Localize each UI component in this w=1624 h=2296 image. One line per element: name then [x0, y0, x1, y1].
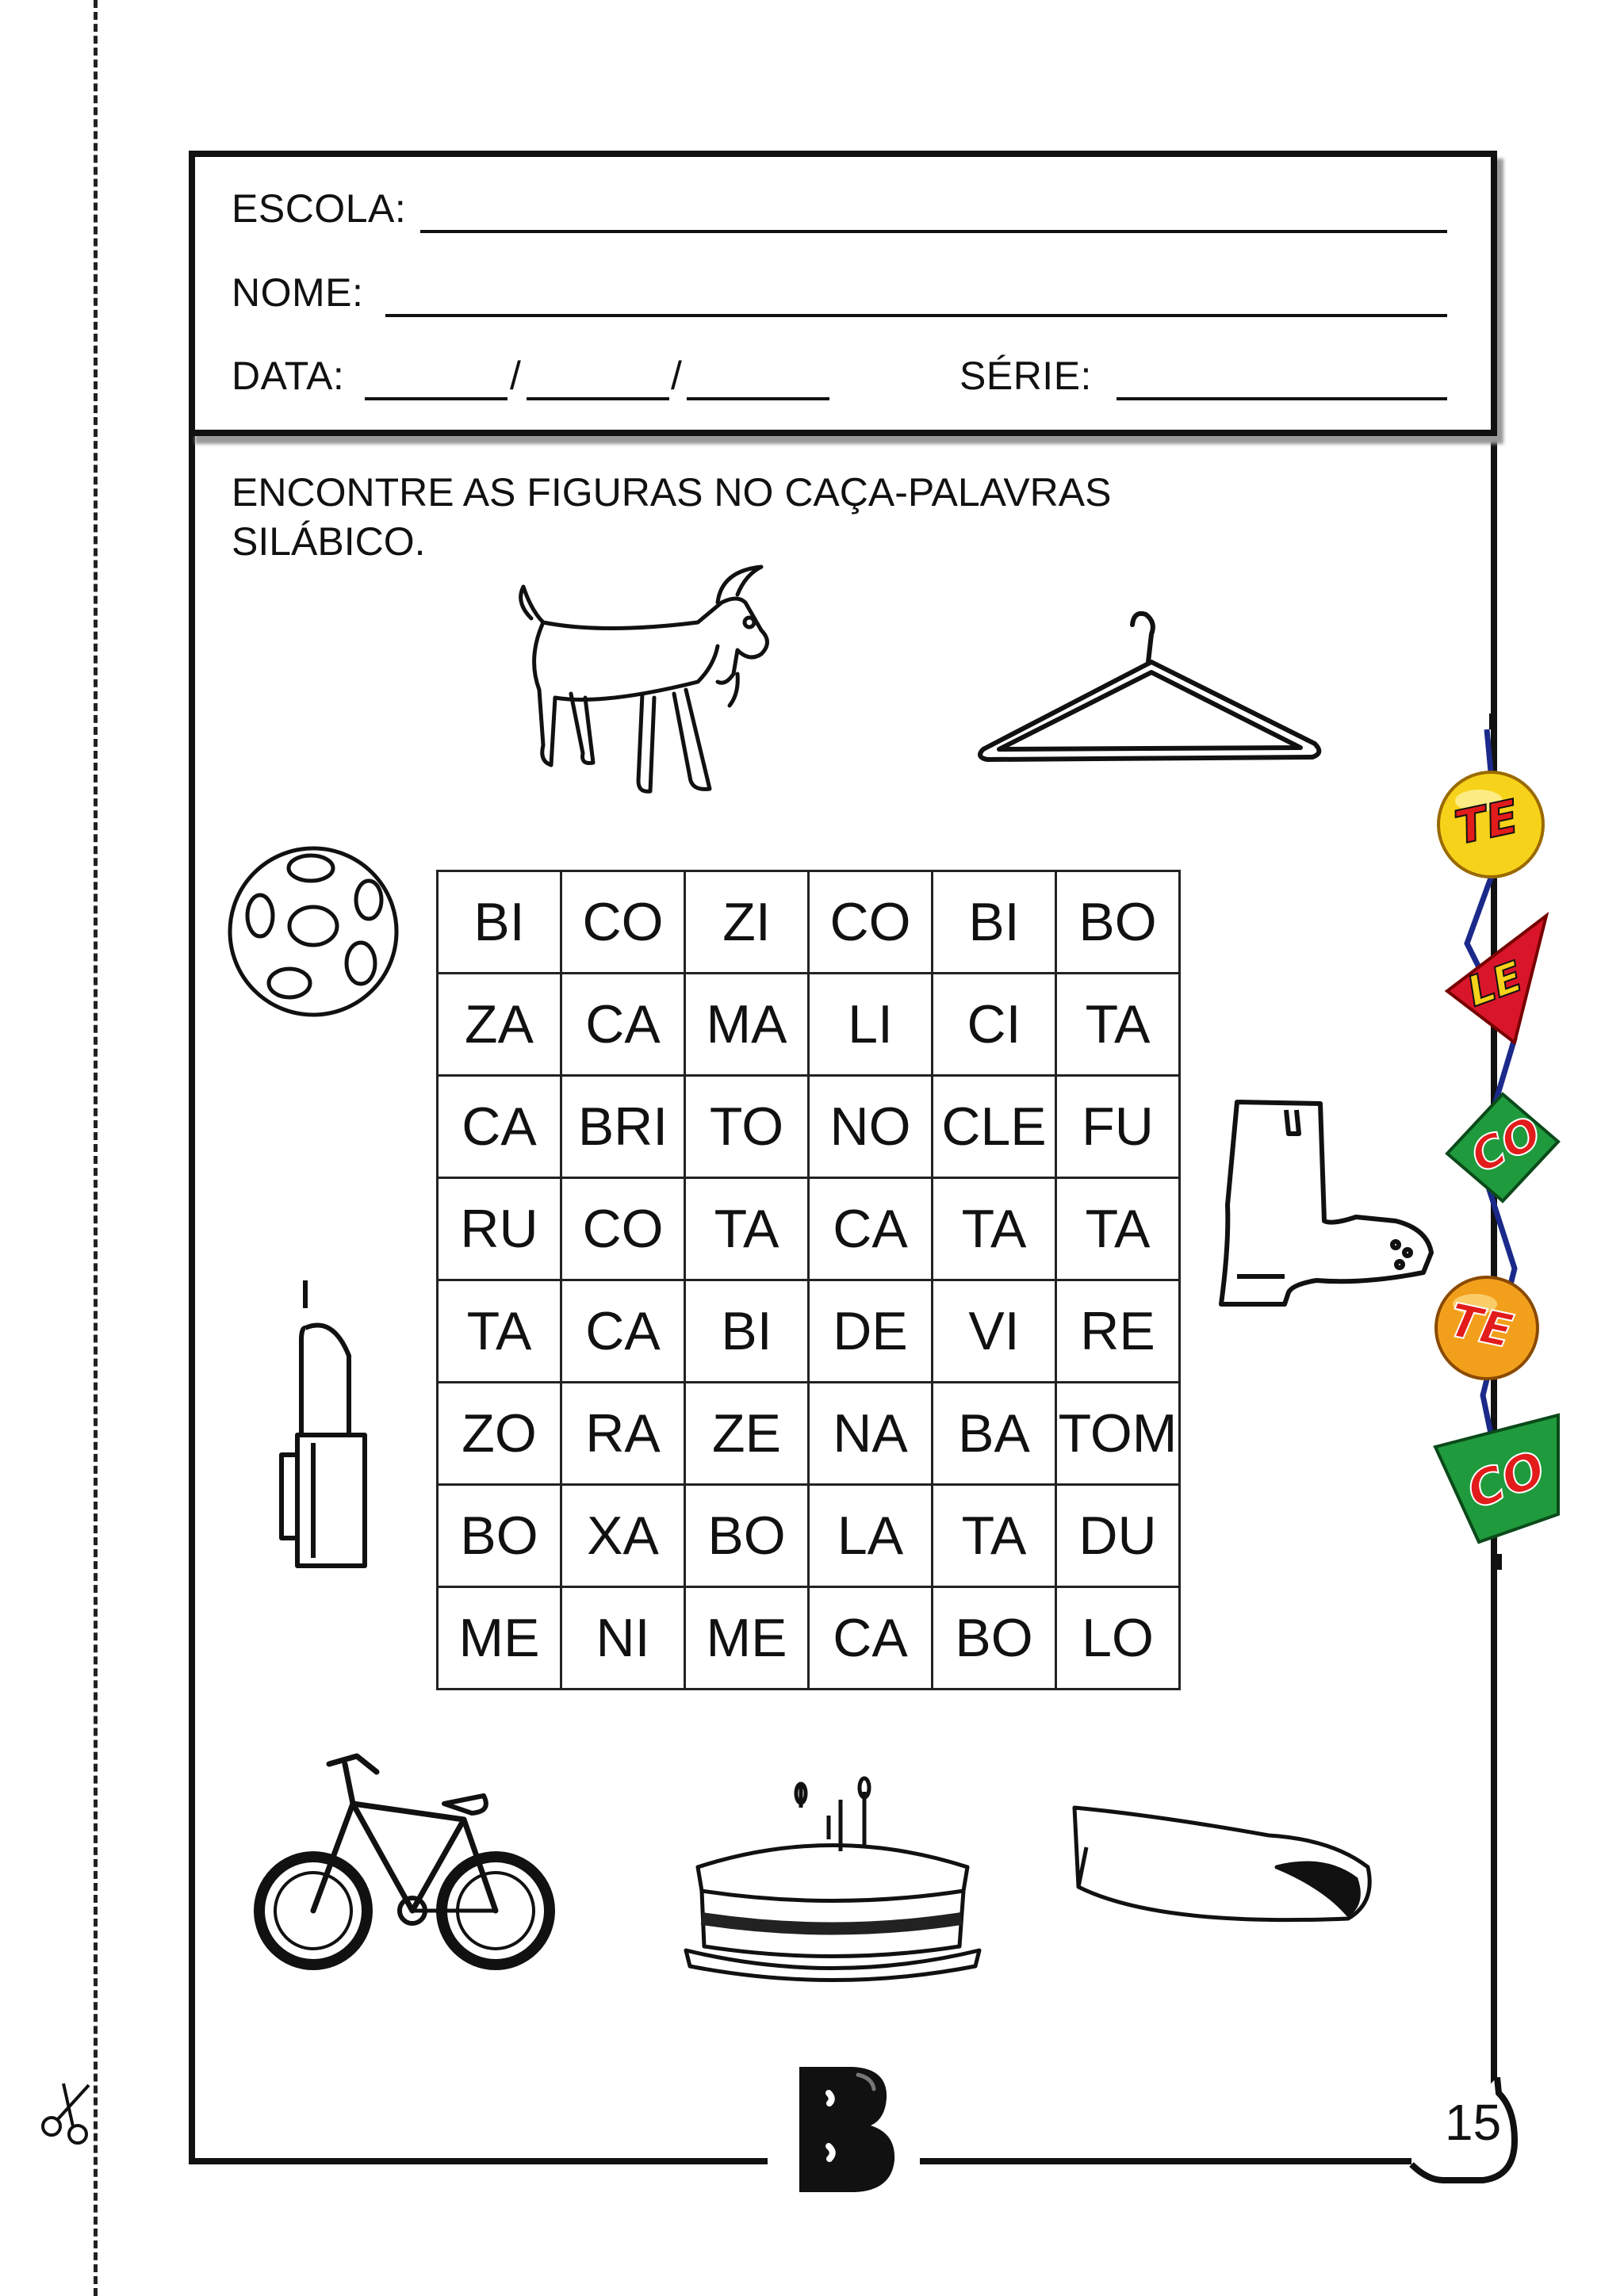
- date-label: DATA:: [232, 354, 345, 398]
- badge-te-circle: [1431, 765, 1550, 884]
- grid-cell[interactable]: ZI: [685, 871, 809, 974]
- grid-cell[interactable]: BO: [438, 1485, 561, 1587]
- grid-cell[interactable]: CO: [809, 871, 933, 974]
- grid-cell[interactable]: DE: [809, 1280, 933, 1383]
- grid-cell[interactable]: TA: [1056, 974, 1180, 1076]
- scissors-icon: [32, 2077, 103, 2149]
- fingernail-icon: [1063, 1800, 1380, 1942]
- grid-cell[interactable]: ZA: [438, 974, 561, 1076]
- grid-cell[interactable]: RA: [561, 1383, 685, 1485]
- badge-label: TE: [1444, 1292, 1518, 1359]
- grid-cell[interactable]: DU: [1056, 1485, 1180, 1587]
- grid-cell[interactable]: NI: [561, 1587, 685, 1689]
- date-separator: /: [671, 354, 683, 398]
- grid-cell[interactable]: NO: [809, 1076, 933, 1178]
- grid-row: [438, 871, 1180, 974]
- grid-cell[interactable]: TO: [685, 1076, 809, 1178]
- grid-row: [438, 1076, 1180, 1178]
- grid-cell[interactable]: TA: [933, 1485, 1056, 1587]
- grid-cell[interactable]: TA: [685, 1178, 809, 1280]
- date-day-field[interactable]: [365, 397, 508, 400]
- instruction-line: ENCONTRE AS FIGURAS NO CAÇA-PALAVRAS: [232, 470, 1112, 515]
- grid-cell[interactable]: ME: [438, 1587, 561, 1689]
- grid-cell[interactable]: CA: [809, 1587, 933, 1689]
- frame-bottom-left: [189, 2158, 768, 2164]
- badge-label: TE: [1450, 789, 1523, 855]
- grid-cell[interactable]: XA: [561, 1485, 685, 1587]
- grid-cell[interactable]: TA: [438, 1280, 561, 1383]
- grid-cell[interactable]: ZE: [685, 1383, 809, 1485]
- school-field[interactable]: [420, 230, 1447, 233]
- grid-cell[interactable]: CA: [809, 1178, 933, 1280]
- letter-b-shape: [785, 2057, 904, 2200]
- grid-row: [438, 1485, 1180, 1587]
- grid-cell[interactable]: NA: [809, 1383, 933, 1485]
- grade-label: SÉRIE:: [959, 354, 1092, 398]
- grid-cell[interactable]: BI: [438, 871, 561, 974]
- date-separator: /: [510, 354, 522, 398]
- boot-icon: [1205, 1086, 1443, 1324]
- name-label: NOME:: [232, 270, 364, 315]
- badge-le-triangle: [1439, 912, 1558, 1047]
- grid-cell[interactable]: ZO: [438, 1383, 561, 1485]
- hanger-icon: [967, 587, 1332, 769]
- goat-icon: [508, 555, 793, 801]
- grid-row: [438, 1280, 1180, 1383]
- word-search-grid: [436, 870, 1181, 1690]
- grid-cell[interactable]: RE: [1056, 1280, 1180, 1383]
- letter-b-logo: [785, 2057, 904, 2200]
- name-field[interactable]: [385, 314, 1447, 317]
- grid-cell[interactable]: CI: [933, 974, 1056, 1076]
- grid-cell[interactable]: BO: [933, 1587, 1056, 1689]
- grid-cell[interactable]: FU: [1056, 1076, 1180, 1178]
- grid-cell[interactable]: CLE: [933, 1076, 1056, 1178]
- grid-cell[interactable]: CA: [438, 1076, 561, 1178]
- cake-icon: [682, 1776, 983, 1990]
- grid-cell[interactable]: VI: [933, 1280, 1056, 1383]
- grid-row: [438, 974, 1180, 1076]
- grid-cell[interactable]: TOM: [1056, 1383, 1180, 1485]
- badge-label: CO: [1463, 1107, 1549, 1184]
- badge-co-diamond: [1439, 1086, 1566, 1205]
- grid-cell[interactable]: MA: [685, 974, 809, 1076]
- grid-cell[interactable]: TA: [933, 1178, 1056, 1280]
- grid-cell[interactable]: BI: [685, 1280, 809, 1383]
- grid-cell[interactable]: LO: [1056, 1587, 1180, 1689]
- grid-row: [438, 1178, 1180, 1280]
- instruction-line: SILÁBICO.: [232, 519, 426, 564]
- cut-line: [94, 0, 98, 2296]
- grid-cell[interactable]: LI: [809, 974, 933, 1076]
- grade-field[interactable]: [1116, 397, 1447, 400]
- grid-cell[interactable]: BI: [933, 871, 1056, 974]
- grid-row: [438, 1383, 1180, 1485]
- grid-cell[interactable]: CO: [561, 871, 685, 974]
- grid-cell[interactable]: ME: [685, 1587, 809, 1689]
- instruction-text: [232, 468, 1262, 566]
- grid-row: [438, 1587, 1180, 1689]
- badge-label: LE: [1461, 953, 1529, 1016]
- grid-cell[interactable]: CA: [561, 974, 685, 1076]
- date-month-field[interactable]: [527, 397, 669, 400]
- badge-label: CO: [1459, 1439, 1553, 1521]
- badge-te-circle: [1427, 1269, 1546, 1387]
- badge-co-square: [1431, 1411, 1566, 1546]
- grid-cell[interactable]: LA: [809, 1485, 933, 1587]
- grid-cell[interactable]: CO: [561, 1178, 685, 1280]
- lipstick-icon: [270, 1276, 381, 1578]
- frame-bottom-right: [920, 2158, 1411, 2164]
- grid-cell[interactable]: TA: [1056, 1178, 1180, 1280]
- grid-cell[interactable]: BO: [1056, 871, 1180, 974]
- grid-cell[interactable]: BA: [933, 1383, 1056, 1485]
- date-year-field[interactable]: [687, 397, 829, 400]
- grid-cell[interactable]: CA: [561, 1280, 685, 1383]
- bicycle-icon: [254, 1740, 563, 1978]
- school-label: ESCOLA:: [232, 186, 407, 231]
- grid-cell[interactable]: BRI: [561, 1076, 685, 1178]
- ball-icon: [222, 840, 404, 1023]
- grid-cell[interactable]: RU: [438, 1178, 561, 1280]
- grid-cell[interactable]: BO: [685, 1485, 809, 1587]
- page-number: 15: [1445, 2094, 1502, 2151]
